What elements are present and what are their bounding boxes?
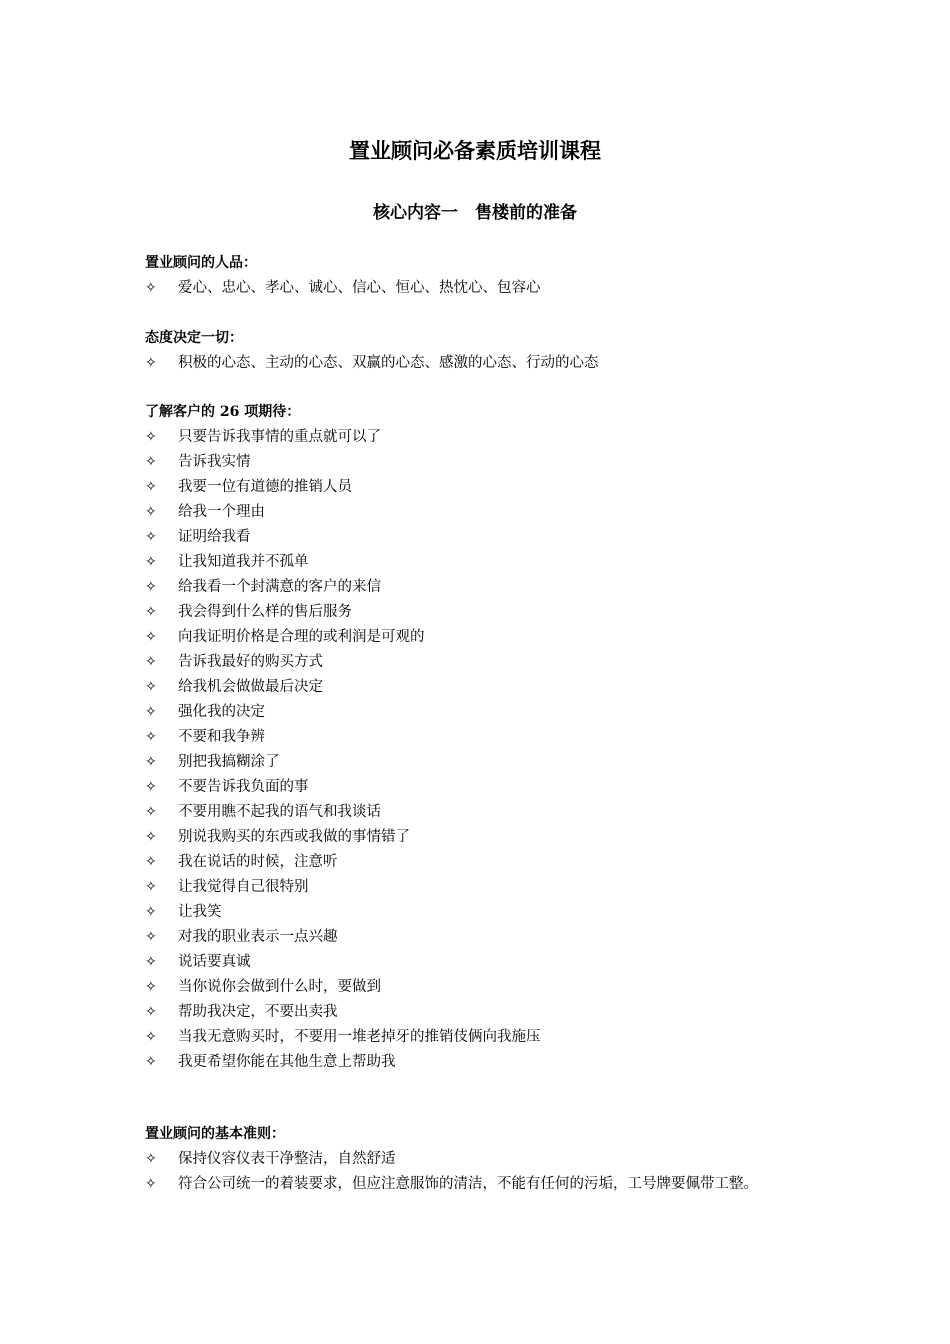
section-attitude xyxy=(145,326,815,376)
list-item-text: 保持仪容仪表干净整洁，自然舒适 xyxy=(178,1151,396,1167)
bullet-list xyxy=(145,351,815,376)
list-item xyxy=(145,750,815,775)
list-item xyxy=(145,550,815,575)
star-bullet-icon: ✧ xyxy=(145,754,157,770)
list-item-text: 对我的职业表示一点兴趣 xyxy=(178,929,338,945)
list-item xyxy=(145,700,815,725)
star-bullet-icon: ✧ xyxy=(145,479,157,495)
star-bullet-icon: ✧ xyxy=(145,804,157,820)
star-bullet-icon: ✧ xyxy=(145,280,157,296)
list-item xyxy=(145,425,815,450)
list-item-text: 给我机会做做最后决定 xyxy=(178,679,323,695)
star-bullet-icon: ✧ xyxy=(145,1054,157,1070)
list-item xyxy=(145,850,815,875)
star-bullet-icon: ✧ xyxy=(145,954,157,970)
list-item-text: 让我知道我并不孤单 xyxy=(178,554,309,570)
list-item xyxy=(145,1147,815,1172)
list-item xyxy=(145,625,815,650)
star-bullet-icon: ✧ xyxy=(145,529,157,545)
list-item-text: 我更希望你能在其他生意上帮助我 xyxy=(178,1054,396,1070)
bullet-list xyxy=(145,425,815,1075)
list-item-text: 给我看一个封满意的客户的来信 xyxy=(178,579,381,595)
star-bullet-icon: ✧ xyxy=(145,904,157,920)
list-item xyxy=(145,875,815,900)
star-bullet-icon: ✧ xyxy=(145,429,157,445)
list-item xyxy=(145,276,815,301)
list-item xyxy=(145,525,815,550)
list-item-text: 告诉我最好的购买方式 xyxy=(178,654,323,670)
list-item xyxy=(145,775,815,800)
list-item-text: 当我无意购买时，不要用一堆老掉牙的推销伎俩向我施压 xyxy=(178,1029,541,1045)
list-item-text: 积极的心态、主动的心态、双赢的心态、感激的心态、行动的心态 xyxy=(178,355,599,371)
list-item-text: 别说我购买的东西或我做的事情错了 xyxy=(178,829,410,845)
list-item-text: 证明给我看 xyxy=(178,529,251,545)
section-character xyxy=(145,251,815,301)
list-item xyxy=(145,675,815,700)
list-item xyxy=(145,600,815,625)
list-item xyxy=(145,725,815,750)
list-item xyxy=(145,650,815,675)
star-bullet-icon: ✧ xyxy=(145,579,157,595)
list-item-text: 向我证明价格是合理的或利润是可观的 xyxy=(178,629,425,645)
list-item-text: 给我一个理由 xyxy=(178,504,265,520)
star-bullet-icon: ✧ xyxy=(145,1029,157,1045)
star-bullet-icon: ✧ xyxy=(145,779,157,795)
list-item-text: 符合公司统一的着装要求，但应注意服饰的清洁，不能有任何的污垢，工号牌要佩带工整。 xyxy=(178,1176,758,1192)
list-item-text: 告诉我实情 xyxy=(178,454,251,470)
list-item-text: 爱心、忠心、孝心、诚心、信心、恒心、热忱心、包容心 xyxy=(178,280,541,296)
list-item-text: 让我笑 xyxy=(178,904,222,920)
star-bullet-icon: ✧ xyxy=(145,854,157,870)
bullet-list xyxy=(145,1147,815,1197)
star-bullet-icon: ✧ xyxy=(145,604,157,620)
list-item-text: 强化我的决定 xyxy=(178,704,265,720)
star-bullet-icon: ✧ xyxy=(145,1151,157,1167)
list-item xyxy=(145,900,815,925)
list-item xyxy=(145,575,815,600)
list-item xyxy=(145,351,815,376)
section-heading: 置业顾问的人品： xyxy=(145,255,257,271)
list-item xyxy=(145,975,815,1000)
list-item xyxy=(145,450,815,475)
star-bullet-icon: ✧ xyxy=(145,355,157,371)
star-bullet-icon: ✧ xyxy=(145,504,157,520)
star-bullet-icon: ✧ xyxy=(145,929,157,945)
list-item xyxy=(145,1000,815,1025)
list-item-text: 帮助我决定，不要出卖我 xyxy=(178,1004,338,1020)
list-item xyxy=(145,1172,815,1197)
star-bullet-icon: ✧ xyxy=(145,729,157,745)
list-item-text: 只要告诉我事情的重点就可以了 xyxy=(178,429,381,445)
star-bullet-icon: ✧ xyxy=(145,829,157,845)
list-item xyxy=(145,800,815,825)
star-bullet-icon: ✧ xyxy=(145,1176,157,1192)
star-bullet-icon: ✧ xyxy=(145,879,157,895)
star-bullet-icon: ✧ xyxy=(145,629,157,645)
section-heading: 置业顾问的基本准则： xyxy=(145,1126,285,1142)
page-subtitle: 核心内容一 售楼前的准备 xyxy=(373,203,577,223)
list-item xyxy=(145,500,815,525)
list-item-text: 说话要真诚 xyxy=(178,954,251,970)
list-item xyxy=(145,475,815,500)
list-item-text: 当你说你会做到什么时，要做到 xyxy=(178,979,381,995)
star-bullet-icon: ✧ xyxy=(145,1004,157,1020)
list-item-text: 别把我搞糊涂了 xyxy=(178,754,280,770)
star-bullet-icon: ✧ xyxy=(145,654,157,670)
list-item-text: 我要一位有道德的推销人员 xyxy=(178,479,352,495)
star-bullet-icon: ✧ xyxy=(145,454,157,470)
star-bullet-icon: ✧ xyxy=(145,679,157,695)
list-item xyxy=(145,1025,815,1050)
list-item xyxy=(145,825,815,850)
list-item-text: 不要告诉我负面的事 xyxy=(178,779,309,795)
page-title: 置业顾问必备素质培训课程 xyxy=(349,138,601,163)
star-bullet-icon: ✧ xyxy=(145,704,157,720)
section-basic-rules xyxy=(145,1122,815,1197)
list-item-text: 让我觉得自己很特别 xyxy=(178,879,309,895)
list-item xyxy=(145,950,815,975)
list-item-text: 不要用瞧不起我的语气和我谈话 xyxy=(178,804,381,820)
list-item-text: 我会得到什么样的售后服务 xyxy=(178,604,352,620)
list-item-text: 我在说话的时候，注意听 xyxy=(178,854,338,870)
list-item-text: 不要和我争辨 xyxy=(178,729,265,745)
section-heading: 了解客户的 26 项期待： xyxy=(145,404,301,420)
bullet-list xyxy=(145,276,815,301)
star-bullet-icon: ✧ xyxy=(145,554,157,570)
list-item xyxy=(145,1050,815,1075)
section-heading: 态度决定一切： xyxy=(145,330,243,346)
star-bullet-icon: ✧ xyxy=(145,979,157,995)
list-item xyxy=(145,925,815,950)
section-customer-expectations xyxy=(145,400,815,1075)
